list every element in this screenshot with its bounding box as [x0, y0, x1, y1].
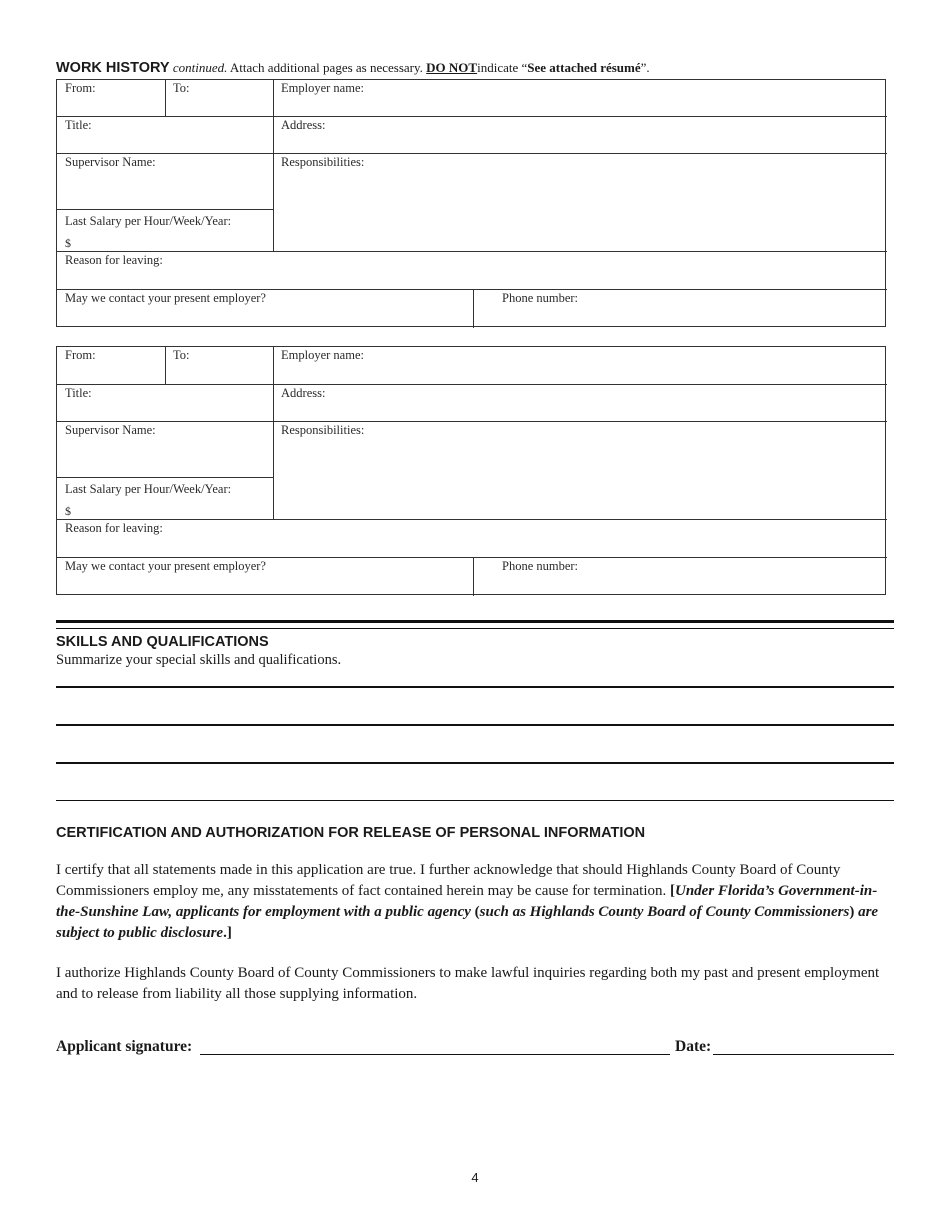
- dollar-sign: $: [65, 236, 71, 250]
- section-divider-thick: [56, 620, 894, 623]
- contact-employer-label: May we contact your present employer?: [65, 291, 266, 305]
- sunshine-law-notice-3: are subject to public disclosure: [56, 904, 879, 941]
- dollar-sign: $: [65, 504, 71, 518]
- skills-answer-line-3[interactable]: [56, 762, 894, 764]
- phone-number-field[interactable]: [473, 558, 887, 596]
- skills-answer-line-1[interactable]: [56, 686, 894, 688]
- employer-name-label: Employer name:: [281, 81, 364, 95]
- last-salary-label: Last Salary per Hour/Week/Year:: [65, 482, 232, 496]
- work-history-title: WORK HISTORY: [56, 60, 170, 76]
- skills-answer-line-2[interactable]: [56, 724, 894, 726]
- address-label: Address:: [281, 386, 326, 400]
- sunshine-law-notice-2: such as Highlands County Board of County Commissioners: [479, 904, 850, 920]
- last-salary-field[interactable]: [57, 210, 273, 251]
- last-salary-label: Last Salary per Hour/Week/Year:: [65, 214, 232, 228]
- from-label: From:: [65, 348, 96, 362]
- work-history-form-2: [56, 346, 886, 595]
- supervisor-name-label: Supervisor Name:: [65, 155, 156, 169]
- certification-paragraph: [56, 860, 898, 944]
- supervisor-name-label: Supervisor Name:: [65, 423, 156, 437]
- close-bracket: .]: [223, 925, 232, 941]
- title-field[interactable]: [57, 117, 273, 153]
- see-attached-label: See attached résumé: [527, 60, 641, 75]
- address-field[interactable]: [273, 385, 887, 421]
- from-field[interactable]: [57, 80, 165, 116]
- title-label: Title:: [65, 118, 92, 132]
- contact-employer-label: May we contact your present employer?: [65, 559, 266, 573]
- reason-for-leaving-label: Reason for leaving:: [65, 521, 163, 535]
- phone-number-field[interactable]: [473, 290, 887, 328]
- applicant-signature-label: Applicant signature:: [56, 1038, 193, 1055]
- supervisor-name-field[interactable]: [57, 422, 273, 477]
- to-label: To:: [173, 348, 190, 362]
- continued-label: continued.: [172, 60, 228, 75]
- end-quote: ”.: [640, 60, 650, 75]
- address-field[interactable]: [273, 117, 887, 153]
- indicate-label: indicate “: [477, 60, 528, 75]
- phone-number-label: Phone number:: [502, 559, 579, 573]
- employer-name-field[interactable]: [273, 347, 887, 384]
- employer-name-label: Employer name:: [281, 348, 364, 362]
- date-label: Date:: [675, 1038, 712, 1055]
- authorization-paragraph: I authorize Highlands County Board of County Commissioners to make lawful inquiries regarding both my past and present employment and to release from liability all those supplying information.: [56, 965, 880, 1002]
- reason-for-leaving-field[interactable]: [57, 520, 887, 557]
- from-field[interactable]: [57, 347, 165, 384]
- work-history-header: [56, 60, 650, 76]
- section-divider-thin: [56, 628, 894, 629]
- sunshine-law-notice-1: Under Florida’s Government-in-the-Sunshine Law, applicants for employment with a public agency: [56, 883, 878, 920]
- responsibilities-label: Responsibilities:: [281, 155, 365, 169]
- to-field[interactable]: [165, 347, 273, 384]
- responsibilities-label: Responsibilities:: [281, 423, 365, 437]
- phone-number-label: Phone number:: [502, 291, 579, 305]
- certification-section-title: CERTIFICATION AND AUTHORIZATION FOR RELEASE OF PERSONAL INFORMATION: [56, 825, 646, 841]
- employer-name-field[interactable]: [273, 80, 887, 116]
- date-line[interactable]: [713, 1054, 894, 1055]
- skills-section-title: SKILLS AND QUALIFICATIONS: [56, 634, 269, 650]
- contact-employer-field[interactable]: [57, 558, 473, 596]
- certification-statement: I certify that all statements made in this application are true. I further acknowledge that should Highlands County Board of County Commissioners employ me, any misstatements of fact contained herein may be cause for termination.: [56, 862, 841, 899]
- responsibilities-field[interactable]: [273, 154, 887, 251]
- responsibilities-field[interactable]: [273, 422, 887, 519]
- skills-instruction: Summarize your special skills and qualifications.: [56, 652, 342, 668]
- attach-instruction: Attach additional pages as necessary.: [229, 60, 423, 75]
- reason-for-leaving-field[interactable]: [57, 252, 887, 289]
- reason-for-leaving-label: Reason for leaving:: [65, 253, 163, 267]
- contact-employer-field[interactable]: [57, 290, 473, 328]
- open-bracket: [: [670, 883, 675, 899]
- work-history-form-1: [56, 79, 886, 327]
- skills-answer-line-4[interactable]: [56, 800, 894, 801]
- address-label: Address:: [281, 118, 326, 132]
- supervisor-name-field[interactable]: [57, 154, 273, 209]
- open-paren: (: [474, 904, 480, 920]
- last-salary-field[interactable]: [57, 478, 273, 519]
- to-field[interactable]: [165, 80, 273, 116]
- page-number: 4: [471, 1170, 479, 1185]
- title-label: Title:: [65, 386, 92, 400]
- applicant-signature-line[interactable]: [200, 1054, 670, 1055]
- to-label: To:: [173, 81, 190, 95]
- do-not-label: DO NOT: [426, 60, 478, 75]
- close-paren: ): [849, 904, 855, 920]
- from-label: From:: [65, 81, 96, 95]
- title-field[interactable]: [57, 385, 273, 421]
